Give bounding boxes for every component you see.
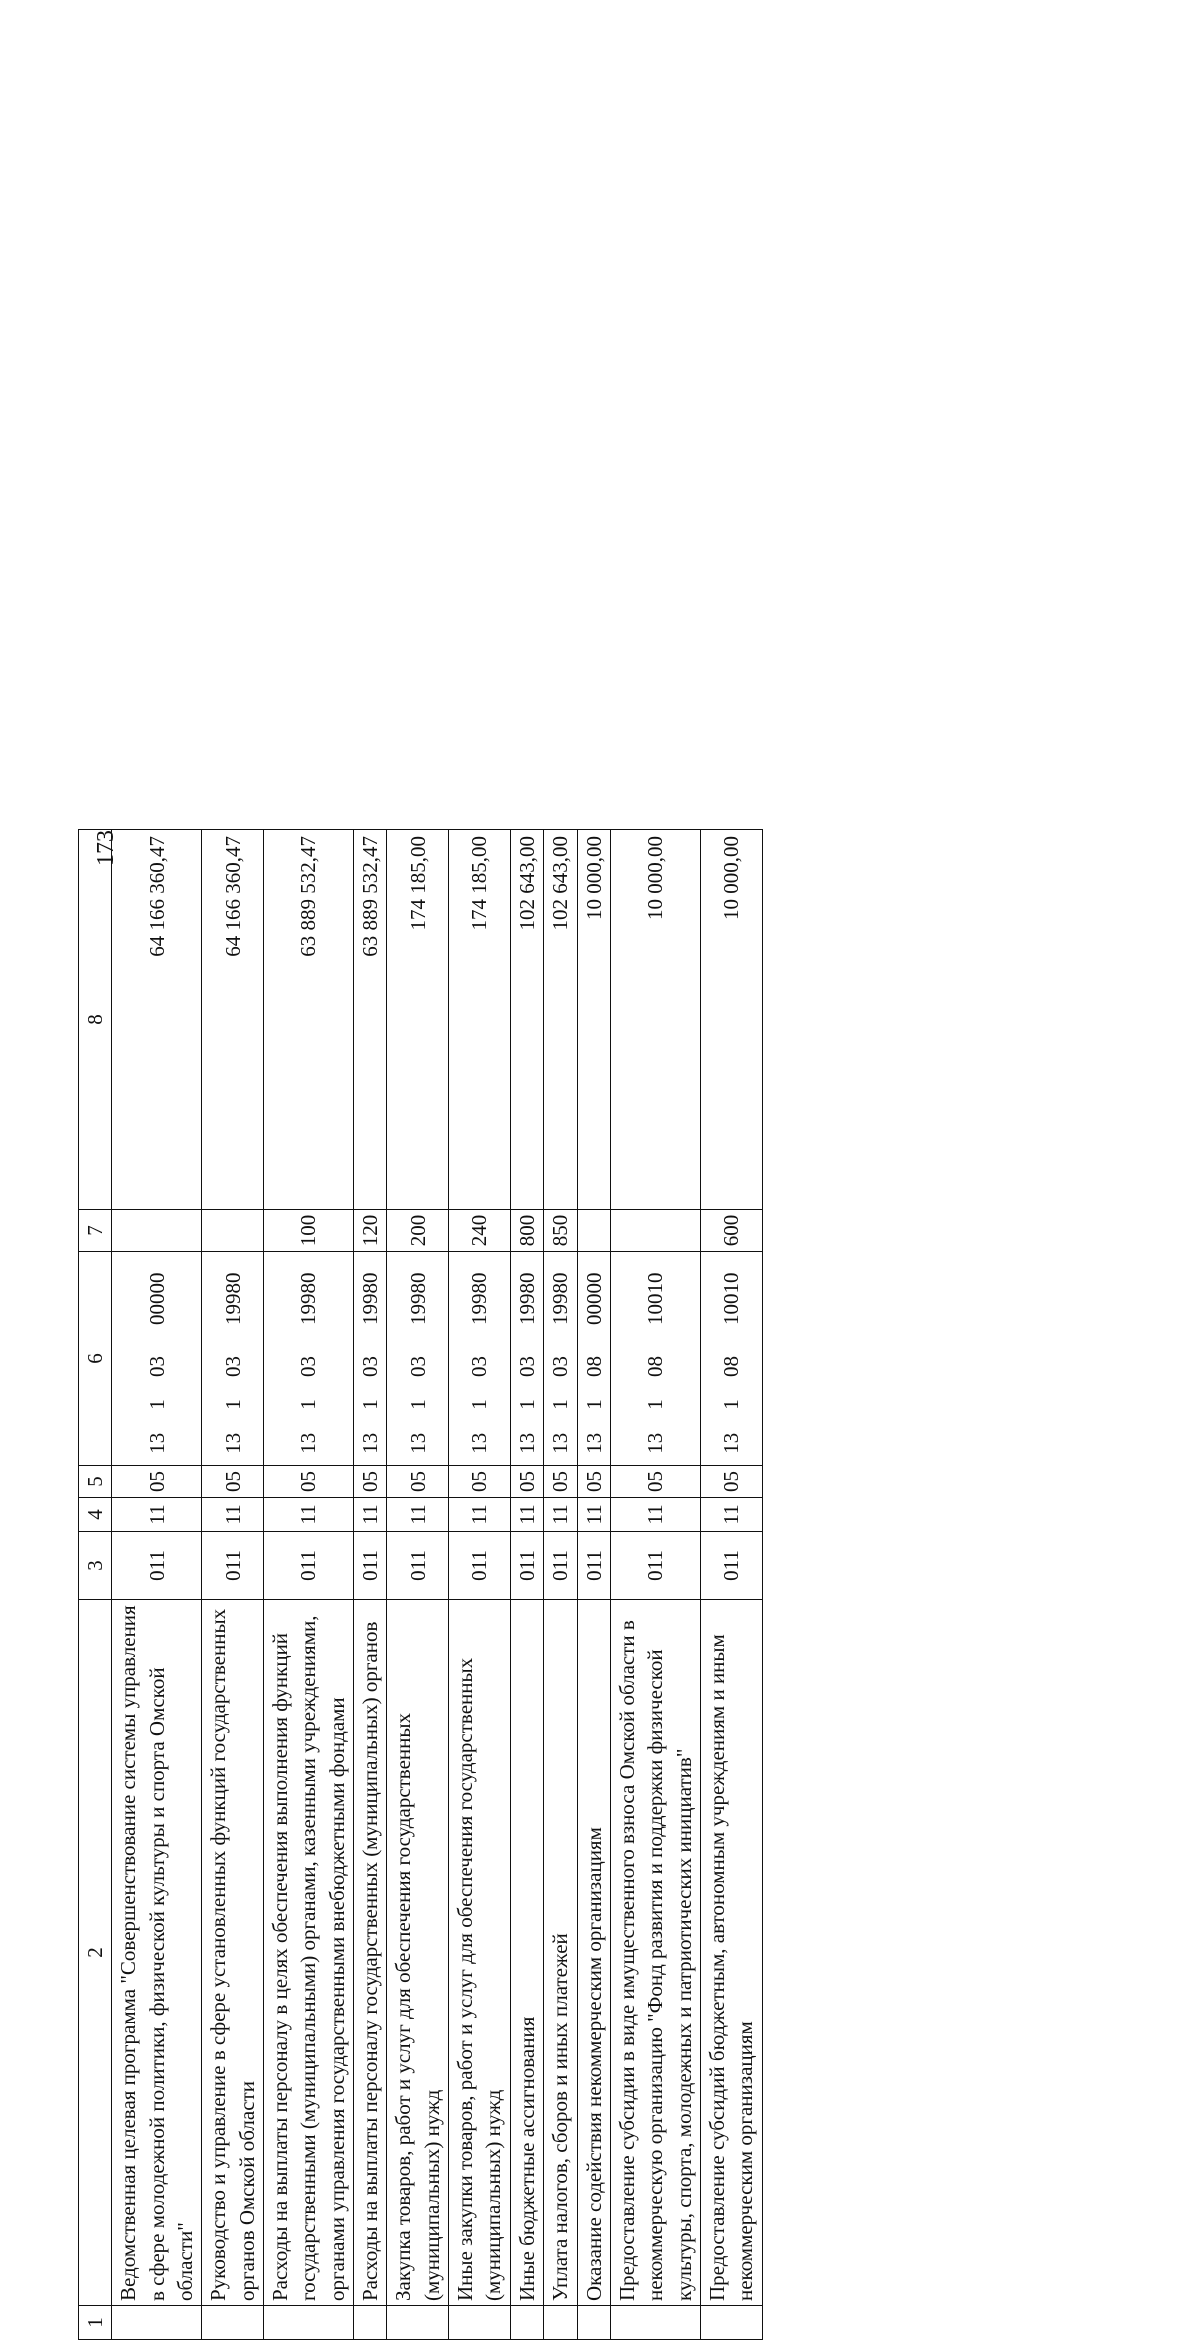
table-row [449, 830, 511, 2340]
table-row [544, 830, 577, 2340]
cell-col-6-part-4: 19980 [449, 1252, 511, 1346]
cell-col-3: 011 [387, 1532, 449, 1600]
header-col-8: 8 [79, 830, 112, 1210]
cell-col-3: 011 [354, 1532, 387, 1600]
cell-col-7: 200 [387, 1210, 449, 1252]
cell-col-7 [112, 1210, 202, 1252]
cell-col-6-part-4: 19980 [202, 1252, 264, 1346]
cell-col-6-part-1: 13 [700, 1422, 762, 1466]
cell-col-6-part-3: 03 [112, 1346, 202, 1388]
cell-col-7: 100 [264, 1210, 354, 1252]
cell-col-3: 011 [544, 1532, 577, 1600]
cell-col-6-part-1: 13 [202, 1422, 264, 1466]
cell-col-8: 10 000,00 [700, 830, 762, 1210]
cell-col-6-part-3: 03 [202, 1346, 264, 1388]
cell-col-6-part-4: 19980 [510, 1252, 543, 1346]
cell-col-1 [354, 2306, 387, 2340]
cell-col-6-part-2: 1 [700, 1388, 762, 1422]
cell-col-5: 05 [202, 1466, 264, 1498]
cell-col-5: 05 [112, 1466, 202, 1498]
cell-col-4: 11 [449, 1498, 511, 1532]
cell-col-6-part-3: 03 [387, 1346, 449, 1388]
cell-col-1 [387, 2306, 449, 2340]
header-col-6: 6 [79, 1252, 112, 1466]
cell-col-6-part-2: 1 [202, 1388, 264, 1422]
cell-col-6-part-2: 1 [387, 1388, 449, 1422]
cell-col-1 [264, 2306, 354, 2340]
cell-col-6-part-1: 13 [264, 1422, 354, 1466]
cell-col-6-part-1: 13 [112, 1422, 202, 1466]
cell-col-4: 11 [202, 1498, 264, 1532]
cell-col-7: 240 [449, 1210, 511, 1252]
cell-col-4: 11 [700, 1498, 762, 1532]
cell-col-3: 011 [449, 1532, 511, 1600]
cell-col-6-part-1: 13 [610, 1422, 700, 1466]
cell-col-4: 11 [387, 1498, 449, 1532]
cell-col-5: 05 [354, 1466, 387, 1498]
cell-description: Оказание содействия некоммерческим организациям [577, 1600, 610, 2306]
cell-col-8: 10 000,00 [610, 830, 700, 1210]
cell-col-8: 63 889 532,47 [264, 830, 354, 1210]
cell-col-1 [449, 2306, 511, 2340]
cell-col-5: 05 [610, 1466, 700, 1498]
cell-col-5: 05 [510, 1466, 543, 1498]
cell-col-7 [577, 1210, 610, 1252]
cell-col-3: 011 [610, 1532, 700, 1600]
cell-col-8: 174 185,00 [449, 830, 511, 1210]
cell-description: Иные закупки товаров, работ и услуг для обеспечения государственных (муниципальных) нужд [449, 1600, 511, 2306]
cell-description: Предоставление субсидии в виде имущественного взноса Омской области в некоммерческую организацию "Фонд развития и поддержки физической культуры, спорта, молодежных и патриотических инициатив" [610, 1600, 700, 2306]
cell-description: Расходы на выплаты персоналу государственных (муниципальных) органов [354, 1600, 387, 2306]
cell-col-1 [510, 2306, 543, 2340]
cell-col-4: 11 [354, 1498, 387, 1532]
cell-col-6-part-2: 1 [112, 1388, 202, 1422]
cell-col-6-part-4: 00000 [112, 1252, 202, 1346]
header-col-4: 4 [79, 1498, 112, 1532]
cell-col-6-part-3: 03 [354, 1346, 387, 1388]
cell-col-6-part-4: 00000 [577, 1252, 610, 1346]
cell-col-3: 011 [700, 1532, 762, 1600]
header-col-2: 2 [79, 1600, 112, 2306]
cell-col-6-part-3: 03 [264, 1346, 354, 1388]
cell-col-6-part-2: 1 [610, 1388, 700, 1422]
cell-col-6-part-2: 1 [510, 1388, 543, 1422]
cell-col-4: 11 [510, 1498, 543, 1532]
cell-col-5: 05 [577, 1466, 610, 1498]
cell-col-8: 174 185,00 [387, 830, 449, 1210]
cell-col-7: 800 [510, 1210, 543, 1252]
cell-col-6-part-3: 03 [510, 1346, 543, 1388]
cell-col-7 [610, 1210, 700, 1252]
cell-col-8: 102 643,00 [510, 830, 543, 1210]
cell-col-6-part-1: 13 [354, 1422, 387, 1466]
cell-col-6-part-4: 19980 [354, 1252, 387, 1346]
cell-col-6-part-4: 10010 [610, 1252, 700, 1346]
table-row [577, 830, 610, 2340]
cell-col-5: 05 [544, 1466, 577, 1498]
table-row [510, 830, 543, 2340]
cell-col-7: 120 [354, 1210, 387, 1252]
cell-description: Уплата налогов, сборов и иных платежей [544, 1600, 577, 2306]
header-col-3: 3 [79, 1532, 112, 1600]
cell-col-6-part-4: 19980 [387, 1252, 449, 1346]
cell-col-5: 05 [700, 1466, 762, 1498]
cell-col-6-part-4: 10010 [700, 1252, 762, 1346]
cell-col-4: 11 [577, 1498, 610, 1532]
table-row [264, 830, 354, 2340]
header-col-1: 1 [79, 2306, 112, 2340]
table-row [112, 830, 202, 2340]
cell-col-1 [544, 2306, 577, 2340]
page-number: 173 [93, 830, 119, 866]
cell-col-6-part-1: 13 [577, 1422, 610, 1466]
cell-col-6-part-3: 03 [449, 1346, 511, 1388]
cell-col-6-part-2: 1 [354, 1388, 387, 1422]
cell-description: Расходы на выплаты персоналу в целях обеспечения выполнения функций государственными (муниципальными) органами, казенными учреждениями, органами управления государственными внебюджетными фондами [264, 1600, 354, 2306]
cell-description: Ведомственная целевая программа "Совершенствование системы управления в сфере молодежной политики, физической культуры и спорта Омской области" [112, 1600, 202, 2306]
cell-col-6-part-1: 13 [449, 1422, 511, 1466]
table-row [202, 830, 264, 2340]
cell-col-6-part-2: 1 [544, 1388, 577, 1422]
cell-col-4: 11 [610, 1498, 700, 1532]
cell-col-4: 11 [264, 1498, 354, 1532]
cell-description: Руководство и управление в сфере установленных функций государственных органов Омской области [202, 1600, 264, 2306]
cell-col-7: 850 [544, 1210, 577, 1252]
cell-col-4: 11 [112, 1498, 202, 1532]
cell-col-1 [700, 2306, 762, 2340]
cell-col-6-part-4: 19980 [544, 1252, 577, 1346]
cell-col-3: 011 [112, 1532, 202, 1600]
cell-col-1 [202, 2306, 264, 2340]
cell-col-7 [202, 1210, 264, 1252]
cell-col-8: 10 000,00 [577, 830, 610, 1210]
cell-col-8: 63 889 532,47 [354, 830, 387, 1210]
table-row [700, 830, 762, 2340]
cell-col-5: 05 [387, 1466, 449, 1498]
table-row [354, 830, 387, 2340]
cell-col-1 [112, 2306, 202, 2340]
cell-col-5: 05 [449, 1466, 511, 1498]
cell-col-6-part-1: 13 [387, 1422, 449, 1466]
cell-col-6-part-1: 13 [510, 1422, 543, 1466]
cell-col-6-part-3: 08 [610, 1346, 700, 1388]
cell-col-5: 05 [264, 1466, 354, 1498]
cell-col-1 [610, 2306, 700, 2340]
header-col-7: 7 [79, 1210, 112, 1252]
cell-col-3: 011 [202, 1532, 264, 1600]
cell-description: Иные бюджетные ассигнования [510, 1600, 543, 2306]
cell-col-3: 011 [510, 1532, 543, 1600]
cell-col-6-part-3: 08 [700, 1346, 762, 1388]
cell-col-8: 64 166 360,47 [112, 830, 202, 1210]
cell-col-1 [577, 2306, 610, 2340]
cell-col-8: 64 166 360,47 [202, 830, 264, 1210]
cell-col-6-part-1: 13 [544, 1422, 577, 1466]
cell-col-6-part-2: 1 [264, 1388, 354, 1422]
table-row [610, 830, 700, 2340]
header-col-5: 5 [79, 1466, 112, 1498]
cell-col-3: 011 [577, 1532, 610, 1600]
cell-col-4: 11 [544, 1498, 577, 1532]
cell-col-6-part-3: 03 [544, 1346, 577, 1388]
cell-col-6-part-3: 08 [577, 1346, 610, 1388]
cell-description: Предоставление субсидий бюджетным, автономным учреждениям и иным некоммерческим организациям [700, 1600, 762, 2306]
cell-col-7: 600 [700, 1210, 762, 1252]
header-row [79, 830, 112, 2340]
table-row [387, 830, 449, 2340]
budget-table [78, 829, 763, 2340]
cell-col-6-part-2: 1 [449, 1388, 511, 1422]
cell-col-6-part-2: 1 [577, 1388, 610, 1422]
cell-description: Закупка товаров, работ и услуг для обеспечения государственных (муниципальных) нужд [387, 1600, 449, 2306]
cell-col-6-part-4: 19980 [264, 1252, 354, 1346]
cell-col-8: 102 643,00 [544, 830, 577, 1210]
cell-col-3: 011 [264, 1532, 354, 1600]
